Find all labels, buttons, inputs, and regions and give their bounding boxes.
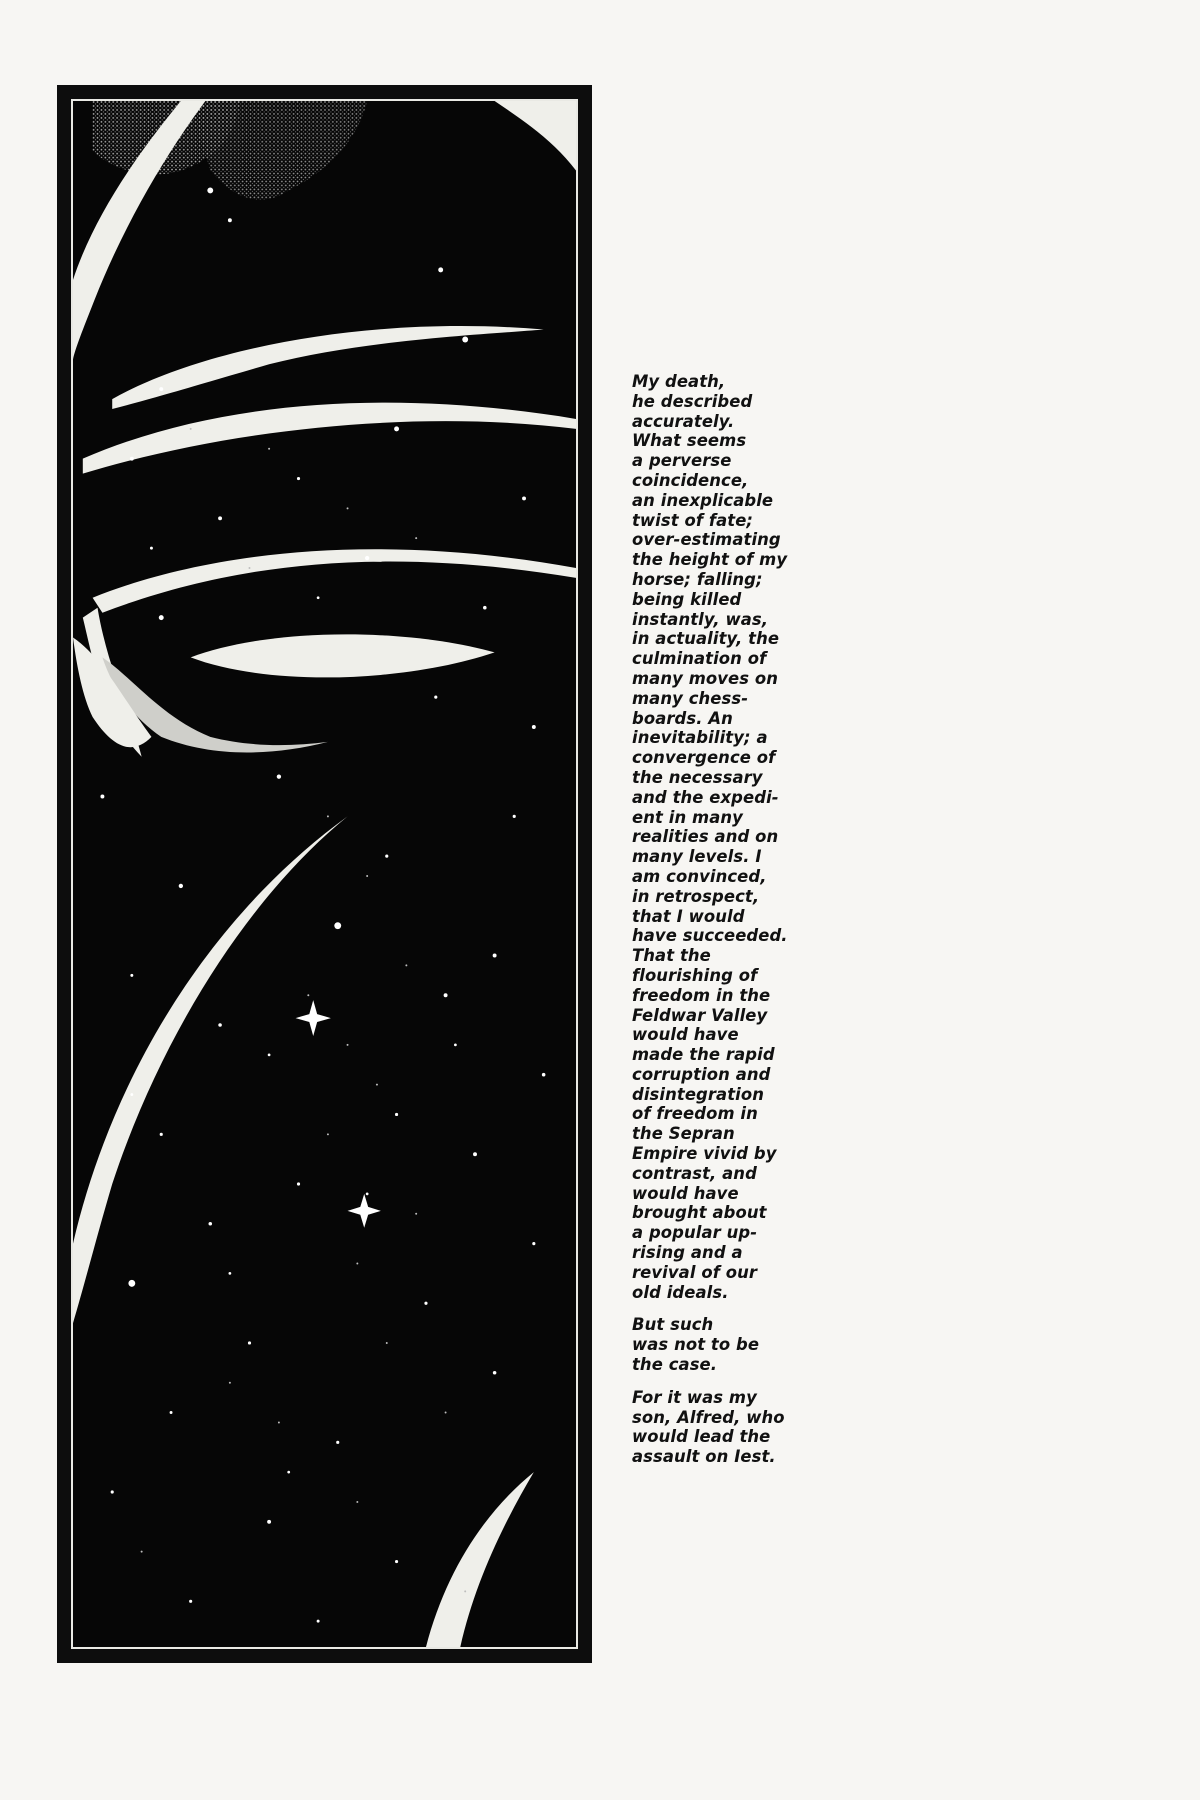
text-line: that I would xyxy=(632,906,745,926)
text-line: Feldwar Valley xyxy=(632,1005,768,1025)
text-line: What seems xyxy=(632,431,747,451)
starfield-artwork xyxy=(71,99,578,1649)
text-line: he described xyxy=(632,391,753,411)
text-line: realities and on xyxy=(632,827,779,847)
text-line: many chess- xyxy=(632,688,749,708)
text-line: old ideals. xyxy=(632,1282,729,1302)
text-line: inevitability; a xyxy=(632,728,768,748)
text-line: and the expedi- xyxy=(632,787,779,807)
text-line: corruption and xyxy=(632,1064,771,1084)
text-line: boards. An xyxy=(632,708,733,728)
text-line: flourishing of xyxy=(632,965,758,985)
text-line: son, Alfred, who xyxy=(632,1407,785,1427)
text-line: instantly, was, xyxy=(632,609,769,629)
text-line: would have xyxy=(632,1025,739,1045)
text-line: would lead the xyxy=(632,1427,771,1447)
text-line: culmination of xyxy=(632,649,767,669)
text-line: of freedom in xyxy=(632,1104,758,1124)
text-line: a perverse xyxy=(632,451,732,471)
text-line: in actuality, the xyxy=(632,629,780,649)
text-line: Empire vivid by xyxy=(632,1144,777,1164)
illustration-panel xyxy=(57,85,592,1663)
text-line: brought about xyxy=(632,1203,767,1223)
narration-text xyxy=(632,372,812,1480)
text-line: My death, xyxy=(632,372,726,391)
text-line: assault on Iest. xyxy=(632,1447,776,1467)
text-line: twist of fate; xyxy=(632,510,754,530)
text-line: convergence of xyxy=(632,748,776,768)
text-line: the Sepran xyxy=(632,1124,735,1144)
text-line: the case. xyxy=(632,1355,718,1375)
text-line: contrast, and xyxy=(632,1163,757,1183)
text-line: coincidence, xyxy=(632,470,749,490)
narration-paragraph-1 xyxy=(632,372,812,1302)
text-line: ent in many xyxy=(632,807,743,827)
text-line: For it was my xyxy=(632,1387,757,1407)
text-line: made the rapid xyxy=(632,1045,775,1065)
text-line: was not to be xyxy=(632,1335,760,1355)
text-line: the height of my xyxy=(632,550,788,570)
text-line: revival of our xyxy=(632,1262,758,1282)
text-line: horse; falling; xyxy=(632,569,763,589)
text-line: That the xyxy=(632,946,711,966)
text-line: rising and a xyxy=(632,1243,743,1263)
text-line: have succeeded. xyxy=(632,926,788,946)
text-line: many levels. I xyxy=(632,847,762,867)
narration-paragraph-2 xyxy=(632,1315,812,1374)
text-line: many moves on xyxy=(632,668,779,688)
text-line: over-estimating xyxy=(632,530,781,550)
text-line: a popular up- xyxy=(632,1223,758,1243)
text-line: am convinced, xyxy=(632,866,767,886)
text-line: being killed xyxy=(632,589,742,609)
text-line: disintegration xyxy=(632,1084,765,1104)
text-line: freedom in the xyxy=(632,985,771,1005)
text-line: an inexplicable xyxy=(632,490,774,510)
starfield-svg xyxy=(73,101,576,1647)
text-line: accurately. xyxy=(632,411,735,431)
text-line: But such xyxy=(632,1315,714,1335)
text-line: would have xyxy=(632,1183,739,1203)
narration-paragraph-3 xyxy=(632,1388,812,1467)
text-line: the necessary xyxy=(632,767,763,787)
text-line: in retrospect, xyxy=(632,886,760,906)
